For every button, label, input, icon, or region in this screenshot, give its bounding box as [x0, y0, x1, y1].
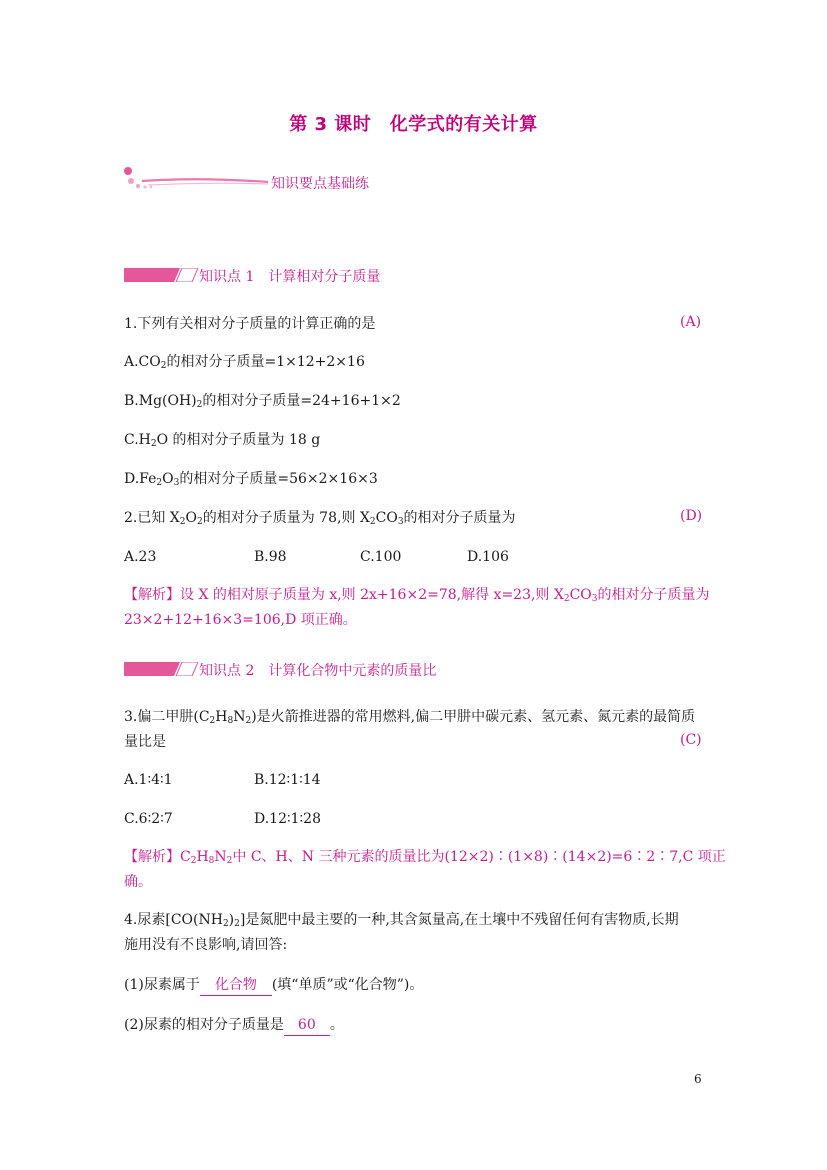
q2-explanation-line2: 23×2+12+16×3=106,D 项正确。: [124, 612, 357, 628]
q2-option-d: D.106: [467, 549, 509, 565]
q2-answer: (D): [680, 508, 703, 524]
q2-option-a: A.23: [124, 549, 157, 565]
kp-badge-icon: [124, 662, 198, 676]
q1-answer: (A): [680, 314, 702, 330]
banner-label: 知识要点基础练: [271, 176, 369, 192]
q4-part2-answer: 60: [284, 1015, 330, 1036]
q2-option-b: B.98: [254, 549, 287, 565]
page-title: 第 3 课时 化学式的有关计算: [289, 114, 538, 135]
q4-stem-line1: 4.尿素$[CO(NH_2)_2]$是氮肥中最主要的一种,其含氮量高,在土壤中不残留任何有害物质,长期: [124, 912, 679, 929]
q4-stem-line2: 施用没有不良影响,请回答:: [124, 937, 288, 953]
q2-stem: 2.已知 $X_2O_2$的相对分子质量为 78,则 $X_2CO_3$的相对分子质量为: [124, 510, 516, 527]
q1-option-a: $A.CO_2$的相对分子质量=1×12+2×16: [124, 354, 365, 371]
q3-stem-line2: 量比是: [124, 734, 166, 750]
q3-stem-line1: 3.偏二甲肼$(C_2H_8N_2)$是火箭推进器的常用燃料,偏二甲肼中碳元素、氢元素、氮元素的最简质: [124, 709, 696, 726]
section-banner: [118, 160, 378, 194]
q1-option-d: $D.Fe_2O_3$的相对分子质量=56×2×16×3: [124, 471, 378, 488]
q2-option-c: C.100: [360, 549, 402, 565]
q1-option-b: $B.Mg(OH)_2$的相对分子质量=24+16+1×2: [124, 393, 401, 410]
q3-explanation-line1: 【解析】$C_2H_8N_2$中 C、H、N 三种元素的质量比为(12×2)∶(1×8)∶(14×2)=6∶2∶7,C 项正: [124, 849, 726, 866]
banner-decoration-icon: [118, 160, 268, 194]
q3-option-d: D.12∶1∶28: [254, 811, 321, 827]
q1-stem: 1.下列有关相对分子质量的计算正确的是: [124, 316, 376, 332]
q3-option-a: A.1∶4∶1: [124, 772, 173, 788]
kp2-label: 知识点 2 计算化合物中元素的质量比: [199, 663, 437, 679]
kp1-label: 知识点 1 计算相对分子质量: [199, 269, 381, 285]
q3-option-c: C.6∶2∶7: [124, 811, 173, 827]
q3-answer: (C): [680, 732, 702, 748]
q3-option-b: B.12∶1∶14: [254, 772, 321, 788]
page-number: 6: [694, 1072, 702, 1086]
q1-option-c: $C.H_2O$ 的相对分子质量为 18 g: [124, 432, 321, 449]
q4-part1: (1)尿素属于 化合物 (填“单质”或“化合物”)。: [124, 975, 423, 996]
q3-explanation-line2: 确。: [124, 874, 152, 890]
q4-part1-answer: 化合物: [200, 975, 272, 996]
q2-explanation-line1: 【解析】设 X 的相对原子质量为 x,则 2x+16×2=78,解得 x=23,则 $X_2CO_3$的相对分子质量为: [124, 587, 710, 604]
kp-badge-icon: [124, 268, 198, 282]
q4-part2: (2)尿素的相对分子质量是 60 。: [124, 1015, 344, 1036]
